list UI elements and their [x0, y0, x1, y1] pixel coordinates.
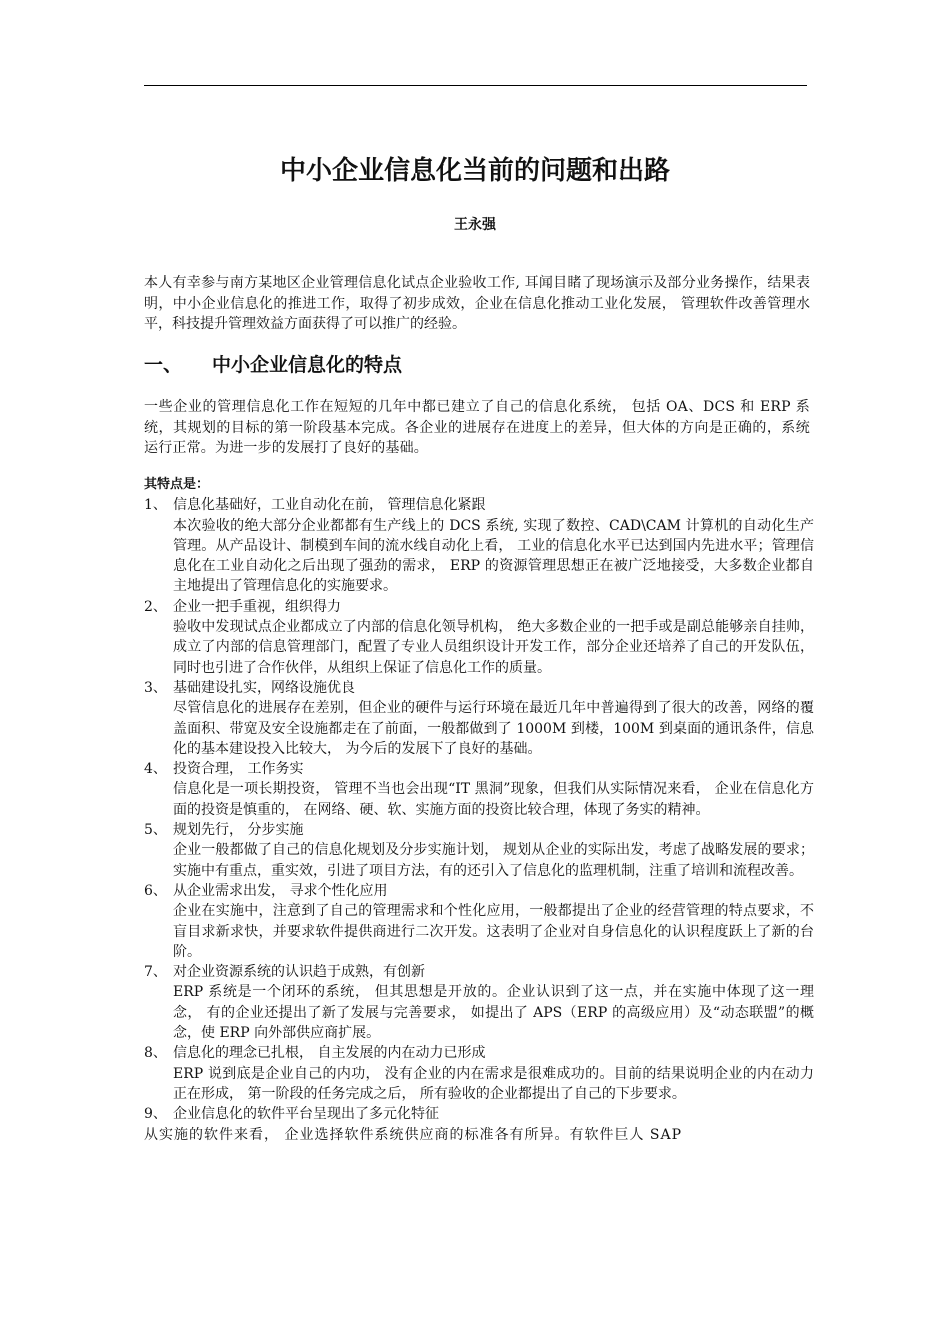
- item-heading: 企业一把手重视，组织得力: [173, 598, 341, 615]
- item-number: 1、: [144, 497, 167, 514]
- section-paragraph: 一些企业的管理信息化工作在短短的几年中都已建立了自己的信息化系统， 包括 OA、DCS 和 ERP 系统，其规划的目标的第一阶段基本完成。各企业的进展存在进度上的差异，但大体的方向是正确的，系统运行正常。为进一步的发展打了良好的基础。: [144, 399, 810, 456]
- continuation-paragraph: 从实施的软件来看， 企业选择软件系统供应商的标准各有所异。有软件巨人 SAP: [144, 1126, 683, 1143]
- item-body: 验收中发现试点企业都成立了内部的信息化领导机构， 绝大多数企业的一把手或是副总能够亲自挂帅， 成立了内部的信息管理部门，配置了专业人员组织设计开发工作，部分企业还培养了自己的开发队伍，同时也引进了合作伙伴，从组织上保证了信息化工作的质量。: [173, 619, 814, 676]
- item-body: ERP 说到底是企业自己的内功， 没有企业的内在需求是很难成功的。目前的结果说明企业的内在动力正在形成， 第一阶段的任务完成之后， 所有验收的企业都提出了自己的下步要求。: [173, 1065, 814, 1102]
- item-body: 企业在实施中，注意到了自己的管理需求和个性化应用，一般都提出了企业的经营管理的特点要求，不盲目求新求快，并要求软件提供商进行二次开发。这表明了企业对自身信息化的认识程度跃上了新的台阶。: [173, 903, 814, 960]
- item-number: 5、: [144, 822, 167, 839]
- author-name: 王永强: [454, 217, 496, 233]
- list-item: [144, 495, 814, 596]
- item-number: 3、: [144, 679, 167, 696]
- item-body: 企业一般都做了自己的信息化规划及分步实施计划， 规划从企业的实际出发，考虑了战略发展的要求；实施中有重点，重实效，引进了项目方法，有的还引入了信息化的监理机制，注重了培训和流程改善。: [173, 842, 814, 879]
- item-body: ERP 系统是一个闭环的系统， 但其思想是开放的。企业认识到了这一点，并在实施中体现了这一理念， 有的企业还提出了新了发展与完善要求， 如提出了 APS（ERP 的高级应用）及“动态联盟”的概念，使 ERP 向外部供应商扩展。: [173, 984, 814, 1042]
- item-number: 9、: [144, 1106, 167, 1123]
- list-item: [144, 759, 814, 820]
- item-heading: 信息化的理念已扎根， 自主发展的内在动力已形成: [173, 1045, 486, 1062]
- item-heading: 基础建设扎实，网络设施优良: [173, 679, 355, 696]
- item-heading: 信息化基础好，工业自动化在前， 管理信息化紧跟: [173, 497, 486, 514]
- intro-paragraph: 本人有幸参与南方某地区企业管理信息化试点企业验收工作, 耳闻目睹了现场演示及部分业务操作，结果表明，中小企业信息化的推进工作，取得了初步成效，企业在信息化推动工业化发展， 管理软件改善管理水平，科技提升管理效益方面获得了可以推广的经验。: [144, 275, 810, 332]
- item-heading: 规划先行， 分步实施: [173, 822, 304, 839]
- list-item: [144, 1104, 814, 1124]
- item-heading: 从企业需求出发， 寻求个性化应用: [173, 882, 388, 899]
- list-item: [144, 881, 814, 962]
- document-title: 中小企业信息化当前的问题和出路: [279, 156, 670, 186]
- item-body: 尽管信息化的进展存在差别，但企业的硬件与运行环境在最近几年中普遍得到了很大的改善，网络的覆盖面积、带宽及安全设施都走在了前面，一般都做到了 1000M 到楼，100M 到桌面的通讯条件，信息化的基本建设投入比较大， 为今后的发展下了良好的基础。: [173, 700, 814, 757]
- item-body: 本次验收的绝大部分企业都都有生产线上的 DCS 系统, 实现了数控、CAD\CAM 计算机的自动化生产管理。从产品设计、制模到车间的流水线自动化上看， 工业的信息化水平已达到国内先进水平；管理信息化在工业自动化之后出现了强劲的需求， ERP 的资源管理思想正在被广泛地接受，大多数企业都自主地提出了管理信息化的实施要求。: [173, 517, 814, 595]
- item-body: 信息化是一项长期投资， 管理不当也会出现“IT 黑洞”现象，但我们从实际情况来看， 企业在信息化方面的投资是慎重的， 在网络、硬、软、实施方面的投资比较合理，体现了务实的精神。: [173, 781, 814, 818]
- item-number: 8、: [144, 1045, 167, 1062]
- header-rule: [144, 85, 807, 86]
- item-number: 4、: [144, 761, 167, 778]
- list-item: [144, 820, 814, 881]
- list-item: [144, 1043, 814, 1104]
- list-item: [144, 597, 814, 678]
- item-heading: 对企业资源系统的认识趋于成熟，有创新: [173, 964, 425, 981]
- item-number: 2、: [144, 598, 167, 615]
- features-label: 其特点是：: [144, 477, 210, 492]
- features-list: [144, 475, 814, 1145]
- item-number: 6、: [144, 882, 167, 899]
- item-heading: 投资合理， 工作务实: [173, 761, 304, 778]
- item-number: 7、: [144, 964, 167, 981]
- section-title: 中小企业信息化的特点: [212, 354, 403, 376]
- section-number: 一、: [144, 354, 183, 376]
- section-heading: [144, 350, 402, 377]
- list-item: [144, 678, 814, 759]
- list-item: [144, 962, 814, 1043]
- item-heading: 企业信息化的软件平台呈现出了多元化特征: [173, 1106, 439, 1123]
